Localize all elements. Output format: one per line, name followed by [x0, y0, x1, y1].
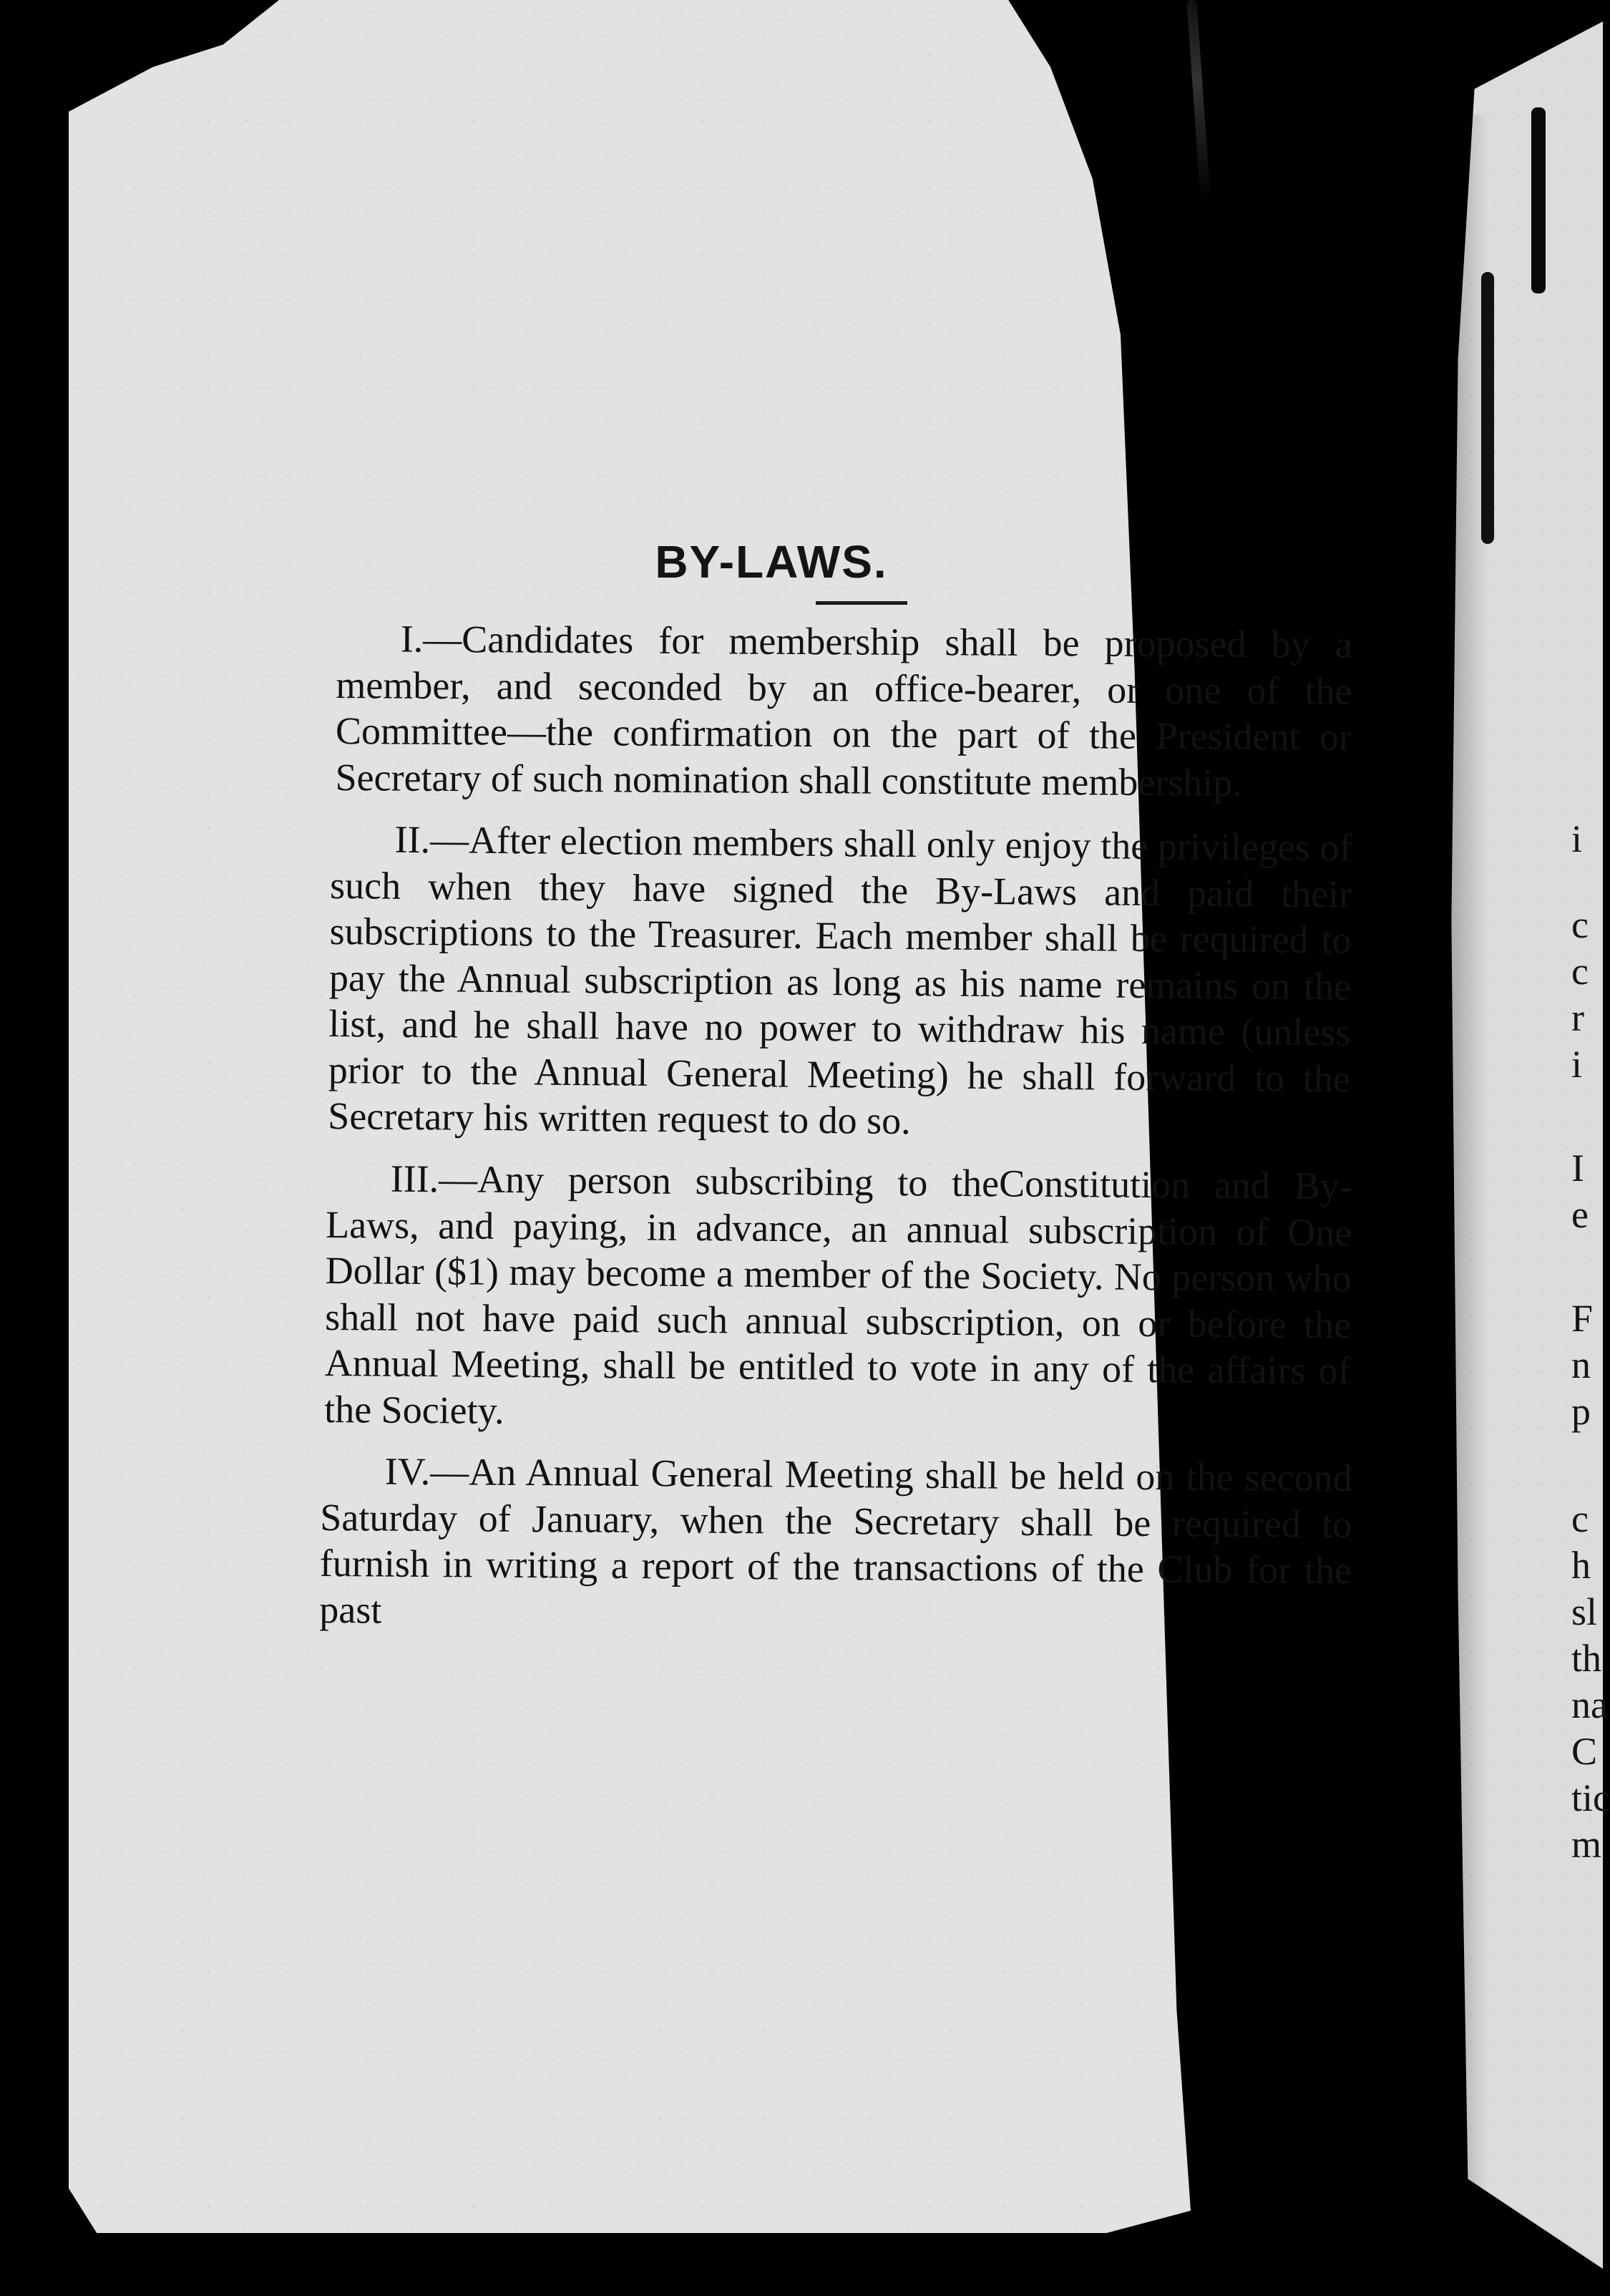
- title-underline: [816, 601, 907, 605]
- page-fold-shadow: [1424, 115, 1488, 2262]
- adjacent-text-fragment: tic: [1571, 1776, 1610, 1819]
- adjacent-text-fragment: c: [1571, 950, 1589, 993]
- bylaw-paragraph-3: III.—Any person subscribing to theConstitution and By-Laws, and paying, in advance, an annual subscription of One Dollar ($1) may become a member of the Society. No person who shall not have paid such annual subscription, on or before the Annual Meeting, shall be entitled to vote in any of the affairs of the Society.: [323, 1157, 1352, 1431]
- adjacent-text-fragment: na: [1571, 1683, 1608, 1726]
- adjacent-text-fragment: i: [1571, 1043, 1583, 1086]
- adjacent-text-fragment: c: [1571, 1497, 1589, 1540]
- adjacent-text-fragment: c: [1571, 903, 1589, 946]
- adjacent-text-fragment: F: [1571, 1297, 1594, 1340]
- adjacent-text-fragment: sl: [1571, 1590, 1598, 1633]
- adjacent-text-fragment: n: [1571, 1343, 1591, 1386]
- bylaw-paragraph-4: IV.—An Annual General Meeting shall be held on the second Saturday of January, when the Secretary shall be required to furnish in writing a report of the transactions of the Club for the past: [319, 1449, 1352, 1631]
- adjacent-text-fragment: th: [1571, 1637, 1602, 1680]
- adjacent-text-fragment: m: [1571, 1823, 1602, 1866]
- bylaw-paragraph-2: II.—After election members shall only enjoy the privileges of such when they have signed the By-Laws and paid their subscriptions to the Treasurer. Each member shall be required to pay the Annual subscription as long as his name remains on the list, and he shall have no power to withdraw his name (unless prior to the Annual General Meeting) he shall forward to the Secretary his written request to do so.: [328, 817, 1352, 1143]
- adjacent-text-fragment: p: [1571, 1390, 1591, 1433]
- adjacent-text-fragment: I: [1571, 1147, 1584, 1190]
- bylaw-paragraph-1: I.—Candidates for membership shall be proposed by a member, and seconded by an office-bearer, or one of the Committee—the confirmation on the part of the President or Secretary of such nomination shall constitute membership.: [335, 617, 1352, 804]
- binding-mark-lower: [1481, 272, 1494, 544]
- adjacent-text-fragment: i: [1571, 817, 1583, 860]
- adjacent-text-fragment: C: [1571, 1730, 1598, 1773]
- adjacent-text-fragment: h: [1571, 1544, 1591, 1587]
- binding-mark: [1531, 107, 1546, 293]
- adjacent-text-fragment: r: [1571, 996, 1584, 1039]
- adjacent-text-fragment: e: [1571, 1193, 1589, 1236]
- bylaws-body: [319, 616, 1352, 1648]
- page-title: BY-LAWS.: [655, 536, 888, 588]
